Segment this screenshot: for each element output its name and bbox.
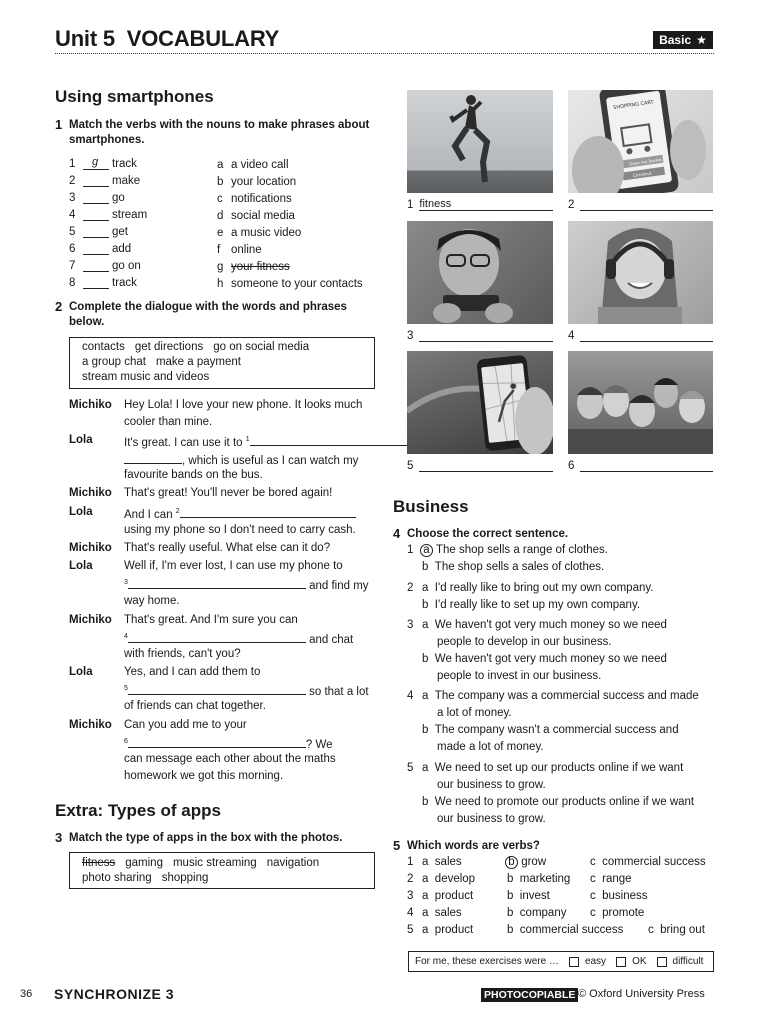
- speaker-name: Michiko: [69, 542, 112, 554]
- word-option-c[interactable]: c range: [590, 873, 632, 885]
- noun-item: [217, 258, 290, 275]
- photocopiable-label: PHOTOCOPIABLE: [481, 988, 578, 1002]
- task-number: 5: [393, 838, 401, 853]
- speaker-name: Michiko: [69, 719, 112, 731]
- speaker-name: Lola: [69, 560, 93, 572]
- dialogue-line: $^6$ ? We: [124, 736, 333, 751]
- answer-line[interactable]: [580, 329, 713, 342]
- word-option-c[interactable]: c promote: [590, 907, 645, 919]
- option-a-continued: people to develop in our business.: [437, 636, 612, 648]
- answer-blank[interactable]: [83, 175, 109, 187]
- photo-caption: 2: [568, 198, 713, 211]
- runner-illustration: [407, 90, 553, 193]
- dialogue-line: homework we got this morning.: [124, 770, 284, 782]
- item-number: 3: [407, 619, 414, 631]
- option-b[interactable]: b We haven't got very much money so we need: [422, 653, 667, 665]
- noun-text: a music video: [231, 226, 302, 239]
- feedback-box: [408, 951, 714, 972]
- photo-shopping-phone: [568, 90, 713, 193]
- option-a[interactable]: a The shop sells a range of clothes.: [420, 544, 608, 557]
- word-option-b[interactable]: b commercial success: [507, 924, 624, 936]
- task-number: 4: [393, 526, 401, 541]
- dialogue-line: cooler than mine.: [124, 416, 213, 428]
- verb-text: get: [112, 225, 128, 238]
- verb-item: [69, 155, 137, 172]
- easy-label: easy: [584, 956, 607, 967]
- publisher-credit: © Oxford University Press: [578, 988, 705, 1000]
- dialogue-line: of friends can chat together.: [124, 700, 266, 712]
- word-option-b[interactable]: b grow: [505, 856, 546, 869]
- dialogue-line: $^5$ so that a lot: [124, 683, 369, 698]
- speaker-name: Michiko: [69, 487, 112, 499]
- dialogue-line: Can you add me to your: [124, 719, 247, 731]
- noun-text: your location: [231, 175, 297, 188]
- answer-line[interactable]: [580, 459, 713, 472]
- word-option-a[interactable]: a sales: [422, 856, 462, 868]
- ok-label: OK: [632, 956, 647, 967]
- word-box-dialogue: contacts get directions go on social media a group chat make a payment stream music and videos: [69, 337, 375, 389]
- header-divider: [55, 53, 714, 54]
- item-number: 4: [407, 690, 414, 702]
- option-a-continued: a lot of money.: [437, 707, 512, 719]
- speaker-name: Lola: [69, 506, 93, 518]
- task-instruction: Which words are verbs?: [407, 840, 540, 852]
- noun-item: [217, 173, 296, 190]
- verb-item: [69, 240, 131, 257]
- verb-item: [69, 223, 128, 240]
- section-heading-apps: Extra: Types of apps: [55, 801, 221, 820]
- task-number: 1: [55, 117, 63, 132]
- word-option-c[interactable]: c bring out: [648, 924, 705, 936]
- dialogue-line: with friends, can't you?: [124, 648, 241, 660]
- item-number: 6: [69, 242, 76, 255]
- option-b-continued: people to invest in our business.: [437, 670, 602, 682]
- dialogue-line: That's really useful. What else can it do?: [124, 542, 331, 554]
- unit-title: Unit 5 VOCABULARY: [55, 26, 280, 51]
- verb-item: [69, 274, 137, 291]
- task-instruction: Match the verbs with the nouns to make phrases about smartphones.: [69, 119, 370, 146]
- dialogue-line: That's great. And I'm sure you can: [124, 614, 298, 626]
- option-a[interactable]: a The company was a commercial success and made: [422, 690, 699, 702]
- answer-blank[interactable]: [83, 260, 109, 272]
- item-number: 3: [407, 890, 414, 902]
- option-b-continued: made a lot of money.: [437, 741, 544, 753]
- photo-navigation: [407, 351, 553, 454]
- task-instruction: Complete the dialogue with the words and phrases below.: [69, 301, 347, 328]
- item-number: 3: [69, 191, 76, 204]
- task-instruction: Choose the correct sentence.: [407, 528, 569, 540]
- verb-text: add: [112, 242, 132, 255]
- word-option-c[interactable]: c business: [590, 890, 648, 902]
- noun-text: notifications: [231, 192, 292, 205]
- brand-logo: SYNCHRONIZE 3: [54, 986, 175, 1002]
- answer-line[interactable]: [580, 198, 713, 211]
- answer-blank[interactable]: [128, 577, 306, 589]
- word-option-b[interactable]: b company: [507, 907, 567, 919]
- star-icon: ★: [696, 33, 707, 47]
- dialogue-line: Hey Lola! I love your new phone. It looks much: [124, 399, 363, 411]
- dialogue-line: $^4$ and chat: [124, 631, 353, 646]
- photo-caption: 4: [568, 329, 713, 342]
- option-a[interactable]: a I'd really like to bring out my own company.: [422, 582, 654, 594]
- feedback-prompt: For me, these exercises were …: [415, 956, 559, 967]
- section-heading-smartphones: Using smartphones: [55, 87, 214, 106]
- word-option-a[interactable]: a develop: [422, 873, 476, 885]
- option-a[interactable]: a We need to set up our products online if we want: [422, 762, 684, 774]
- noun-text: social media: [231, 209, 295, 222]
- gamer-illustration: [407, 221, 553, 324]
- item-letter: h: [217, 277, 224, 290]
- verb-item: [69, 172, 140, 189]
- dialogue-line: It's great. I can use it to $^1$: [124, 434, 442, 449]
- noun-item: [217, 224, 301, 241]
- verb-item: [69, 257, 141, 274]
- noun-item: [217, 207, 295, 224]
- item-letter: e: [217, 226, 224, 239]
- noun-item: [217, 190, 292, 207]
- photo-friends-selfie: [568, 351, 713, 454]
- photo-caption: 1 fitness: [407, 198, 553, 211]
- answer-blank[interactable]: [83, 243, 109, 255]
- word-option-b[interactable]: b marketing: [507, 873, 571, 885]
- item-number: 1: [69, 157, 76, 170]
- noun-item: [217, 241, 262, 258]
- option-a[interactable]: a We haven't got very much money so we need: [422, 619, 667, 631]
- item-number: 4: [407, 907, 414, 919]
- item-number: 4: [69, 208, 76, 221]
- option-b[interactable]: b We need to promote our products online if we want: [422, 796, 695, 808]
- word-option-b[interactable]: b invest: [507, 890, 550, 902]
- item-number: 2: [407, 873, 414, 885]
- ok-checkbox[interactable]: [616, 957, 626, 967]
- answer-line[interactable]: [419, 459, 553, 472]
- option-b[interactable]: b I'd really like to set up my own company.: [422, 599, 641, 611]
- photo-caption: 5: [407, 459, 553, 472]
- dialogue-line: favourite bands on the bus.: [124, 469, 263, 481]
- selected-answer-circle: b: [505, 856, 518, 869]
- item-number: 5: [407, 924, 414, 936]
- photo-runner: [407, 90, 553, 193]
- item-number: 1: [407, 856, 414, 868]
- verb-item: [69, 189, 125, 206]
- task-instruction: Match the type of apps in the box with the photos.: [69, 832, 343, 844]
- item-letter: f: [217, 243, 221, 256]
- item-number: 8: [69, 276, 76, 289]
- word-option-a[interactable]: a product: [422, 890, 474, 902]
- level-badge: Basic ★: [653, 31, 713, 49]
- item-number: 1: [407, 544, 414, 556]
- speaker-name: Lola: [69, 434, 93, 446]
- task-number: 2: [55, 299, 63, 314]
- item-number: 2: [407, 582, 414, 594]
- dialogue-line: And I can $^2$: [124, 506, 356, 521]
- cart-screen-button: Open my Basket: [628, 156, 663, 167]
- speaker-name: Lola: [69, 666, 93, 678]
- item-number: 5: [407, 762, 414, 774]
- dialogue-line: way home.: [124, 595, 180, 607]
- answer-blank[interactable]: g: [83, 158, 109, 170]
- noun-text: a video call: [231, 158, 289, 171]
- item-number: 7: [69, 259, 76, 272]
- word-option-a[interactable]: a product: [422, 924, 474, 936]
- option-b-continued: our business to grow.: [437, 813, 546, 825]
- item-letter: d: [217, 209, 224, 222]
- verb-text: track: [112, 157, 137, 170]
- dialogue-line: That's great! You'll never be bored again!: [124, 487, 333, 499]
- dialogue-line: Yes, and I can add them to: [124, 666, 261, 678]
- girl-headphones-illustration: [568, 221, 713, 324]
- answer-line[interactable]: [419, 329, 553, 342]
- verb-text: make: [112, 174, 141, 187]
- photo-music-girl: [568, 221, 713, 324]
- phone-illustration: [568, 90, 713, 193]
- noun-item: [217, 156, 289, 173]
- answer-blank[interactable]: [128, 683, 306, 695]
- word-box-apps: fitness gaming music streaming navigation photo sharing shopping: [69, 852, 375, 889]
- answer-blank[interactable]: [180, 506, 356, 518]
- easy-checkbox[interactable]: [569, 957, 579, 967]
- selected-answer-circle: a: [420, 544, 433, 557]
- option-b[interactable]: b The company wasn't a commercial success and: [422, 724, 679, 736]
- item-letter: g: [217, 260, 224, 273]
- answer-blank[interactable]: [128, 631, 306, 643]
- dialogue-line: Well if, I'm ever lost, I can use my phone to: [124, 560, 343, 572]
- item-number: 2: [69, 174, 76, 187]
- answer-blank[interactable]: [124, 452, 182, 464]
- photo-gamer: [407, 221, 553, 324]
- photo-caption: 6: [568, 459, 713, 472]
- page-number: 36: [20, 988, 33, 1000]
- answer-blank[interactable]: [83, 209, 109, 221]
- noun-item: [217, 275, 363, 292]
- verb-text: track: [112, 276, 137, 289]
- verb-text: go on: [112, 259, 141, 272]
- option-b[interactable]: b The shop sells a sales of clothes.: [422, 561, 605, 573]
- answer-blank[interactable]: [83, 277, 109, 289]
- verb-text: stream: [112, 208, 148, 221]
- item-letter: b: [217, 175, 224, 188]
- answer-blank[interactable]: [128, 736, 306, 748]
- dialogue-line: , which is useful as I can watch my: [124, 452, 358, 467]
- answer-blank[interactable]: [83, 226, 109, 238]
- word-option-a[interactable]: a sales: [422, 907, 462, 919]
- item-letter: c: [217, 192, 223, 205]
- section-heading-business: Business: [393, 497, 469, 516]
- answer-line[interactable]: fitness: [419, 198, 553, 211]
- cart-screen-button: Checkout: [632, 170, 652, 179]
- dialogue-line: $^3$ and find my: [124, 577, 369, 592]
- dialogue-line: can message each other about the maths: [124, 753, 336, 765]
- speaker-name: Michiko: [69, 614, 112, 626]
- task-number: 3: [55, 830, 63, 845]
- cart-screen-title: SHOPPING CART: [612, 99, 655, 112]
- photo-caption: 3: [407, 329, 553, 342]
- answer-blank[interactable]: [83, 192, 109, 204]
- noun-text: your fitness: [231, 260, 290, 273]
- noun-text: online: [231, 243, 262, 256]
- difficult-label: difficult: [672, 956, 704, 967]
- verb-text: go: [112, 191, 125, 204]
- speaker-name: Michiko: [69, 399, 112, 411]
- word-option-c[interactable]: c commercial success: [590, 856, 706, 868]
- map-phone-illustration: [407, 351, 553, 454]
- group-selfie-illustration: [568, 351, 713, 454]
- verb-item: [69, 206, 147, 223]
- item-number: 5: [69, 225, 76, 238]
- item-letter: a: [217, 158, 224, 171]
- dialogue-line: using my phone so I don't need to carry cash.: [124, 524, 356, 536]
- noun-text: someone to your contacts: [231, 277, 363, 290]
- option-a-continued: our business to grow.: [437, 779, 546, 791]
- difficult-checkbox[interactable]: [657, 957, 667, 967]
